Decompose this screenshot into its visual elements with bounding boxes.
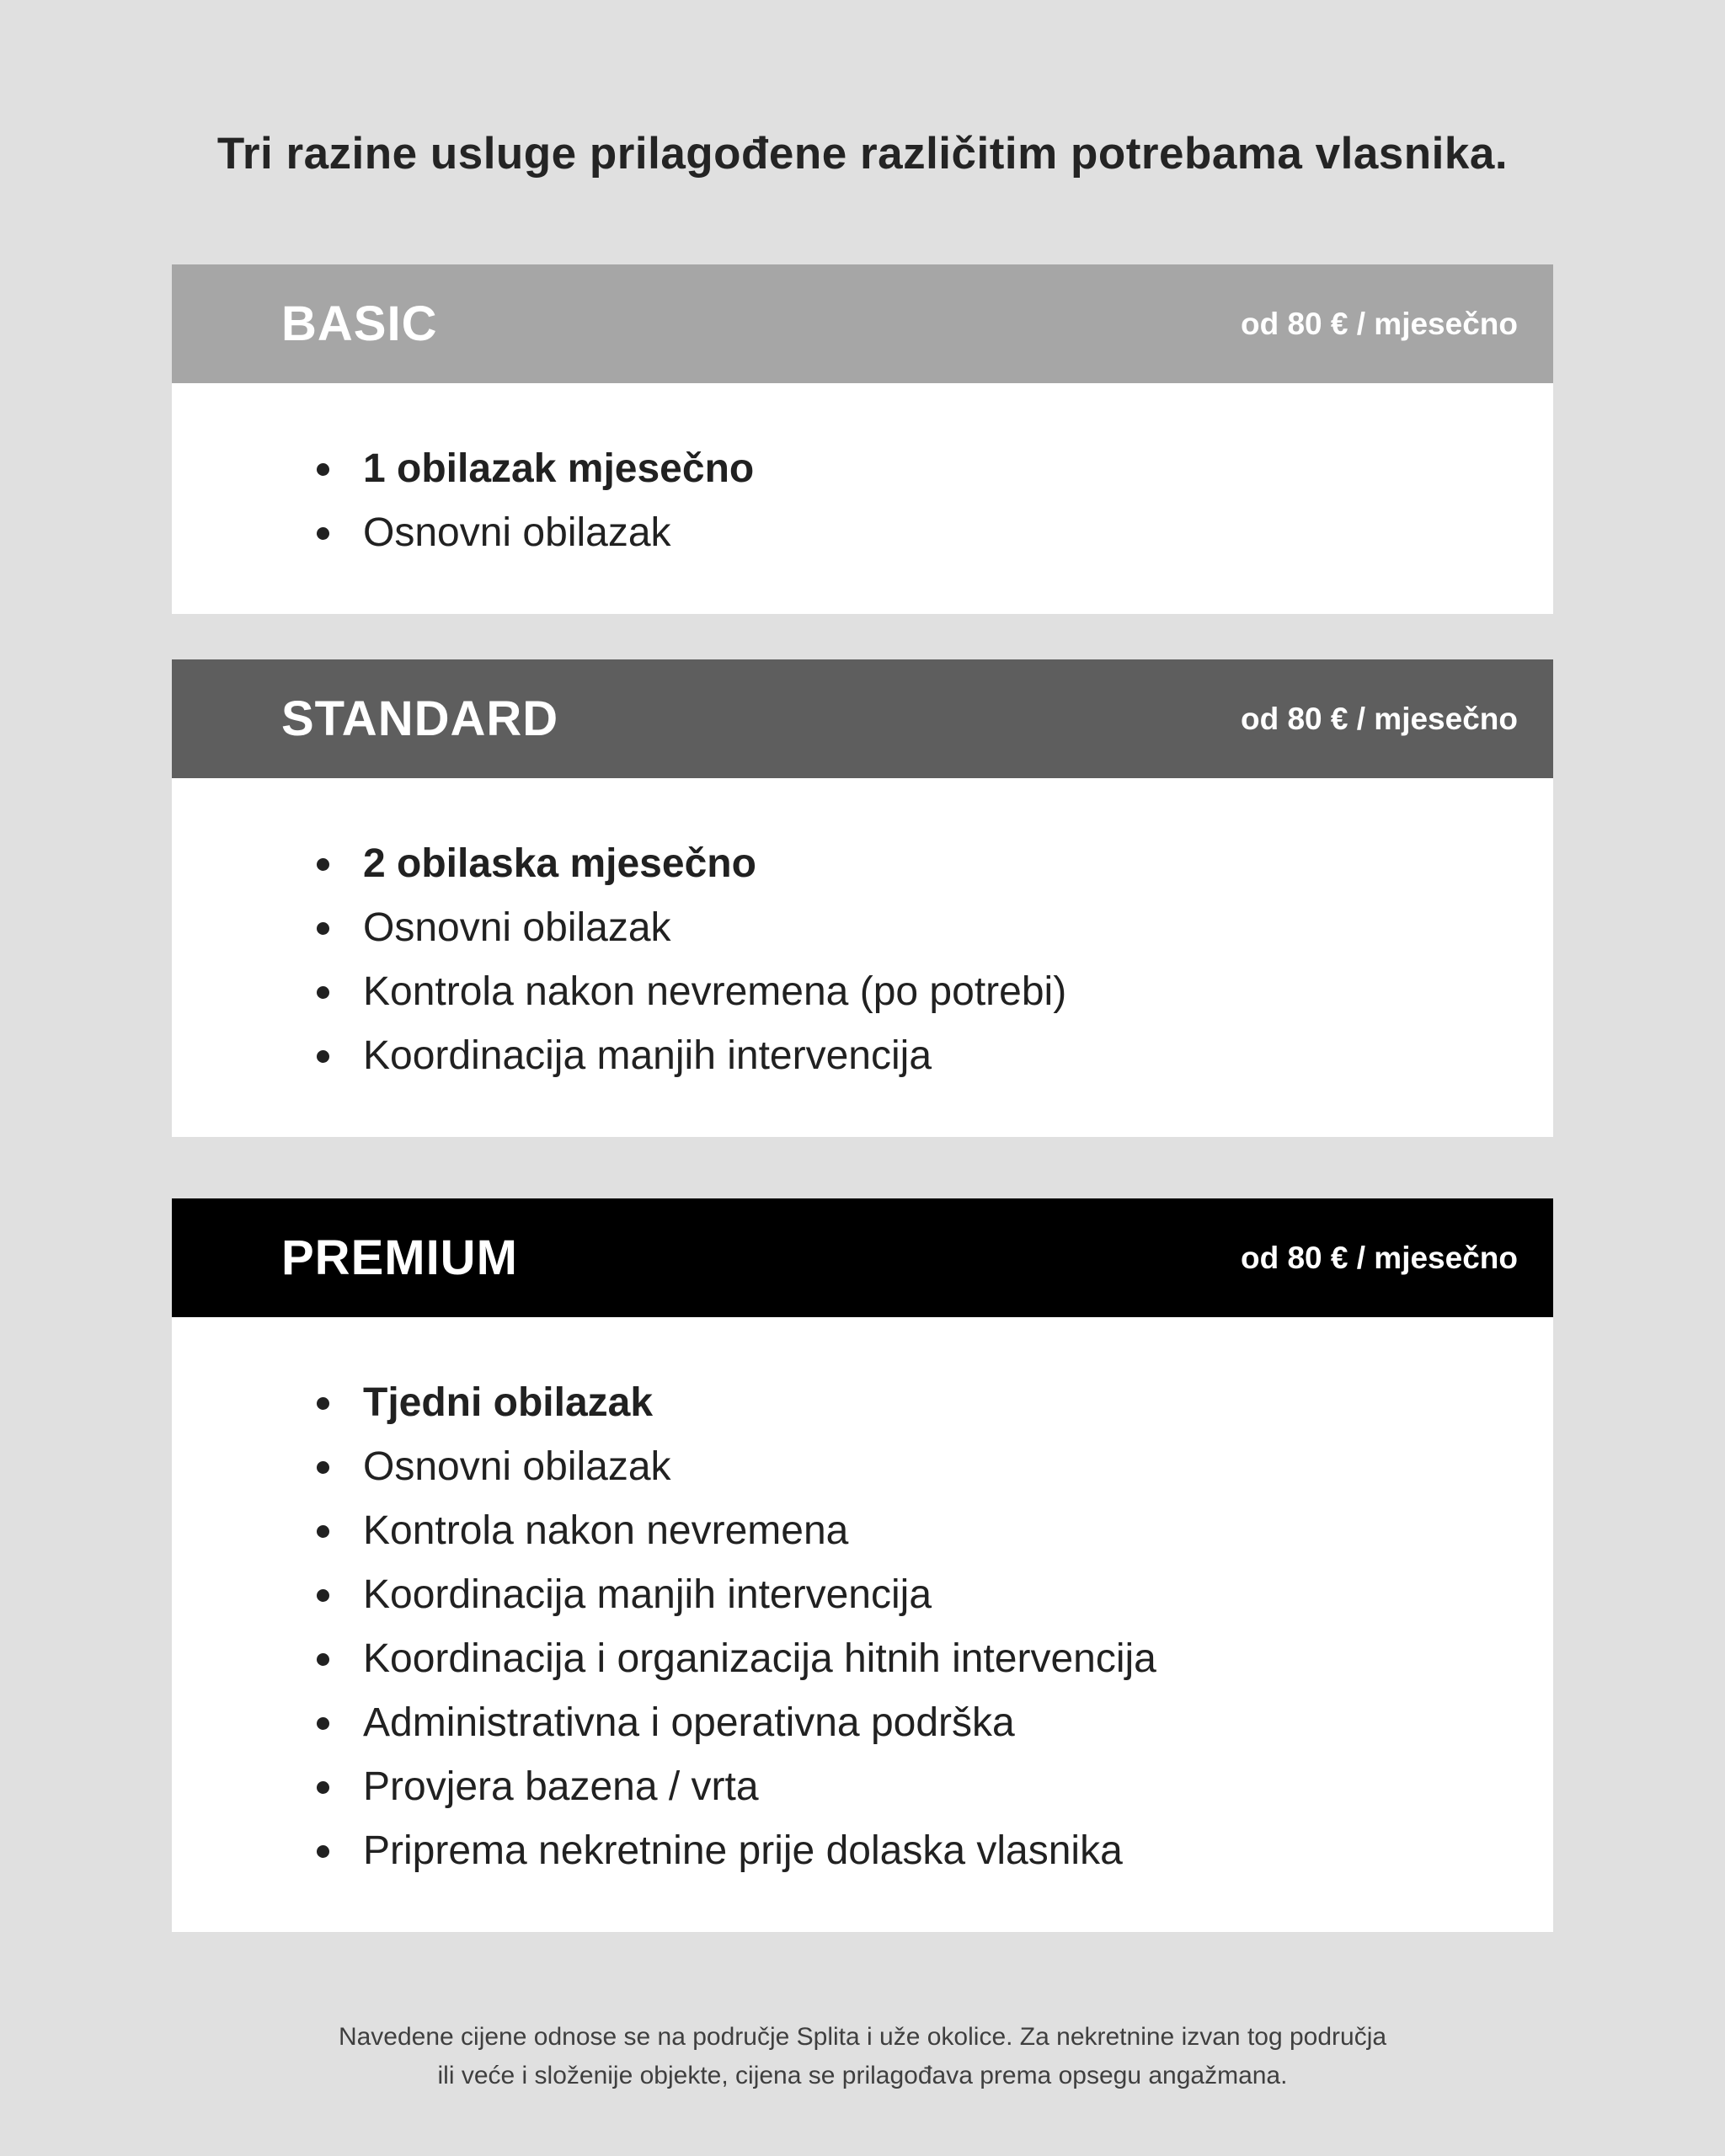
feature-item (317, 1691, 1519, 1755)
premium-card-header (172, 1198, 1553, 1317)
standard-card-body (172, 778, 1553, 1137)
feature-item (317, 1819, 1519, 1883)
premium-feature-list (317, 1371, 1519, 1883)
feature-item (317, 1563, 1519, 1627)
pricing-card-basic (172, 264, 1553, 614)
bullet-icon (317, 1397, 329, 1410)
bullet-icon (317, 1653, 329, 1666)
basic-card-body (172, 383, 1553, 614)
bullet-icon (317, 922, 329, 935)
basic-feature-list (317, 437, 1519, 565)
feature-item (317, 1755, 1519, 1819)
bullet-icon (317, 527, 329, 540)
feature-text: Koordinacija i organizacija hitnih intervencija (363, 1636, 1156, 1681)
premium-card-body (172, 1317, 1553, 1932)
pricing-card-standard (172, 659, 1553, 1137)
page-title: Tri razine usluge prilagođene različitim potrebama vlasnika. (216, 129, 1509, 179)
footer-line-1: Navedene cijene odnose se na područje Splita i uže okolice. Za nekretnine izvan tog područja (338, 2023, 1387, 2051)
feature-text: Provjera bazena / vrta (363, 1764, 759, 1809)
bullet-icon (317, 1525, 329, 1538)
feature-text: Koordinacija manjih intervencija (363, 1572, 932, 1617)
feature-item (317, 960, 1519, 1024)
footer-line-2: ili veće i složenije objekte, cijena se prilagođava prema opsegu angažmana. (437, 2062, 1288, 2089)
bullet-icon (317, 1717, 329, 1730)
pricing-cards (172, 264, 1553, 1932)
feature-text: Koordinacija manjih intervencija (363, 1033, 932, 1078)
feature-text: Osnovni obilazak (363, 1444, 671, 1489)
premium-plan-name: PREMIUM (281, 1230, 518, 1285)
feature-item (317, 501, 1519, 565)
feature-text: Kontrola nakon nevremena (po potrebi) (363, 969, 1067, 1014)
standard-plan-name: STANDARD (281, 691, 559, 746)
feature-text: Osnovni obilazak (363, 510, 671, 555)
basic-plan-price: od 80 € / mjesečno (1240, 306, 1518, 341)
premium-plan-price: od 80 € / mjesečno (1240, 1240, 1518, 1275)
feature-item (317, 1435, 1519, 1499)
feature-item (317, 1024, 1519, 1088)
feature-item (317, 1499, 1519, 1563)
standard-plan-price: od 80 € / mjesečno (1240, 701, 1518, 736)
feature-text: Administrativna i operativna podrška (363, 1700, 1015, 1745)
bullet-icon (317, 463, 329, 476)
standard-feature-list (317, 832, 1519, 1088)
bullet-icon (317, 1461, 329, 1474)
feature-text: Tjedni obilazak (363, 1380, 654, 1425)
footer-note (0, 2018, 1725, 2095)
standard-card-header (172, 659, 1553, 778)
feature-text: Osnovni obilazak (363, 905, 671, 950)
bullet-icon (317, 1589, 329, 1602)
bullet-icon (317, 1050, 329, 1063)
pricing-card-premium (172, 1198, 1553, 1932)
bullet-icon (317, 1845, 329, 1858)
feature-text: Priprema nekretnine prije dolaska vlasnika (363, 1828, 1123, 1873)
basic-card-header (172, 264, 1553, 383)
feature-item (317, 437, 1519, 501)
feature-item (317, 832, 1519, 896)
feature-item (317, 1371, 1519, 1435)
basic-plan-name: BASIC (281, 296, 438, 351)
bullet-icon (317, 1781, 329, 1794)
bullet-icon (317, 858, 329, 871)
feature-item (317, 896, 1519, 960)
bullet-icon (317, 986, 329, 999)
feature-text: 1 obilazak mjesečno (363, 446, 755, 491)
feature-text: 2 obilaska mjesečno (363, 841, 756, 886)
feature-text: Kontrola nakon nevremena (363, 1508, 849, 1553)
feature-item (317, 1627, 1519, 1691)
